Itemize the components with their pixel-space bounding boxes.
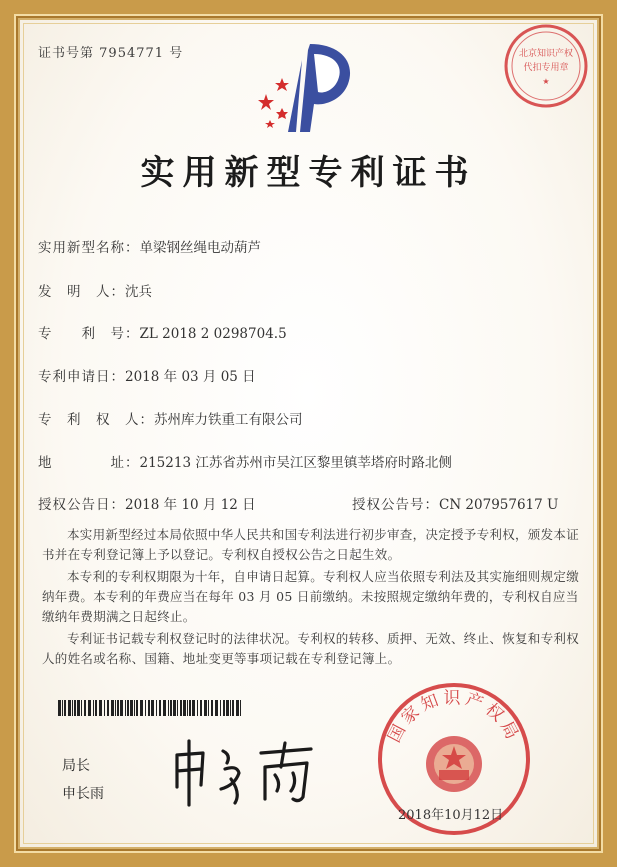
paragraph-term-and-fees: 本专利的专利权期限为十年，自申请日起算。专利权人应当依照专利法及其实施细则规定缴纳年费。本专利的年费应当在每年 03 月 05 日前缴纳。未按照规定缴纳年费的，专利权自应当缴纳年费期满之日起终止。 [42,569,580,624]
field-grant-date: 授权公告日：2018 年 10 月 12 日 [38,497,256,513]
director-signature [165,733,320,813]
certificate-title: 实用新型专利证书 [140,153,477,193]
certificate-number: 证书号第 7954771 号 [38,46,184,61]
field-patent-number: 专 利 号：ZL 2018 2 0298704.5 [38,326,287,342]
field-patent-holder: 专 利 权 人：苏州库力铁重工有限公司 [38,412,303,428]
field-inventor: 发 明 人：沈兵 [38,284,152,300]
barcode-icon [58,700,243,716]
svg-text:北京知识产权: 北京知识产权 [518,49,574,59]
paragraph-legal-status: 专利证书记载专利权登记时的法律状况。专利权的转移、质押、无效、终止、恢复和专利权人的姓名或名称、国籍、地址变更等事项记载在专利登记簿上。 [42,631,580,666]
field-filing-date: 专利申请日：2018 年 03 月 05 日 [38,369,256,385]
field-address: 地 址：215213 江苏省苏州市吴江区黎里镇莘塔府时路北侧 [38,455,452,471]
agency-seal-icon [500,20,592,112]
field-grant-number: 授权公告号：CN 207957617 U [352,497,559,513]
svg-text:★: ★ [542,77,550,86]
patent-office-logo-icon [252,40,366,136]
issue-date: 2018年10月12日 [398,808,504,823]
svg-text:国家知识产权局: 国家知识产权局 [384,688,524,747]
director-name: 申长雨 [62,786,104,802]
paragraph-grant-decision: 本实用新型经过本局依照中华人民共和国专利法进行初步审查，决定授予专利权，颁发本证书并在专利登记簿上予以登记。专利权自授权公告之日起生效。 [42,527,580,562]
director-title: 局长 [62,758,90,774]
svg-text:代扣专用章: 代扣专用章 [523,63,569,73]
field-utility-model-name: 实用新型名称：单梁钢丝绳电动葫芦 [38,240,261,256]
